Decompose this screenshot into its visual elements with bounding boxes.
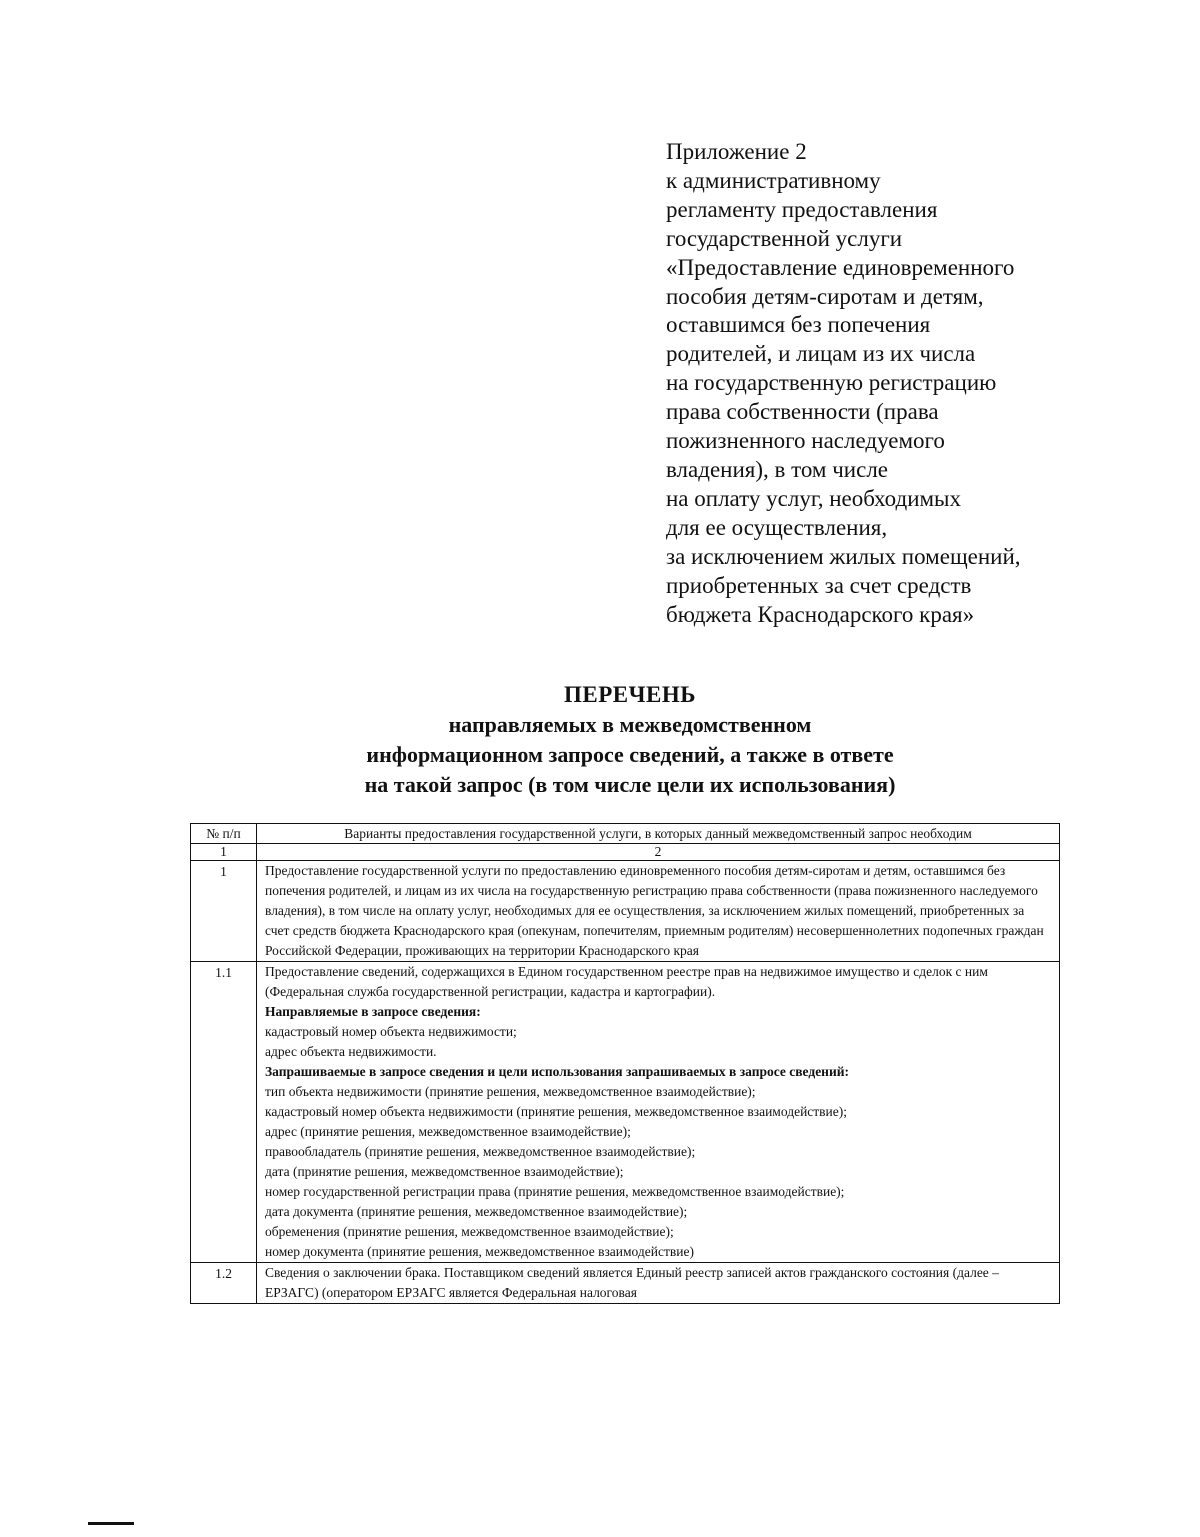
index-col-2: 2 xyxy=(257,844,1060,861)
appendix-line: права собственности (права xyxy=(666,399,939,425)
appendix-line: приобретенных за счет средств xyxy=(666,572,972,598)
document-subtitle xyxy=(230,710,1030,800)
appendix-line: за исключением жилых помещений, xyxy=(666,543,1021,569)
appendix-line: к административному xyxy=(666,167,881,193)
table-row xyxy=(191,962,1060,1263)
row-text-line: номер государственной регистрации права (принятие решения, межведомственное взаимодействие); xyxy=(265,1184,845,1199)
row-subheading: Запрашиваемые в запросе сведения и цели использования запрашиваемых в запросе сведений: xyxy=(265,1064,850,1079)
row-text-line: тип объекта недвижимости (принятие решения, межведомственное взаимодействие); xyxy=(265,1084,756,1099)
appendix-line: на оплату услуг, необходимых xyxy=(666,485,962,511)
row-content xyxy=(257,861,1060,962)
row-number: 1.1 xyxy=(191,962,257,1263)
row-text-line: Предоставление государственной услуги по предоставлению единовременного пособия детям-сиротам и детям, оставшимся без попечения родителей, и лицам из их числа на государственную регистрацию права собственности (права пожизненного наследуемого владения), в том числе на оплату услуг, необходимых для ее осуществления, за исключением жилых помещений, приобретенных за счет средств бюджета Краснодарского края (опекунам, попечителям, приемным родителям) несовершеннолетних подопечных граждан Российской Федерации, проживающих на территории Краснодарского края xyxy=(265,863,1044,958)
row-text-line: обременения (принятие решения, межведомственное взаимодействие); xyxy=(265,1224,674,1239)
row-text-line: Предоставление сведений, содержащихся в Едином государственном реестре прав на недвижимое имущество и сделок с ним (Федеральная служба государственной регистрации, кадастра и картографии). xyxy=(265,964,988,999)
header-text: Варианты предоставления государственной услуги, в которых данный межведомственный запрос необходим xyxy=(257,824,1060,844)
appendix-line: оставшимся без попечения xyxy=(666,312,931,338)
table-index-row xyxy=(191,844,1060,861)
appendix-line: для ее осуществления, xyxy=(666,514,888,540)
table-row xyxy=(191,861,1060,962)
row-subheading: Направляемые в запросе сведения: xyxy=(265,1004,481,1019)
appendix-line: регламенту предоставления xyxy=(666,196,938,222)
row-text-line: номер документа (принятие решения, межведомственное взаимодействие) xyxy=(265,1244,694,1259)
row-text-line: кадастровый номер объекта недвижимости; xyxy=(265,1024,517,1039)
subtitle-line: информационном запросе сведений, а также в ответе xyxy=(366,742,894,767)
document-title: ПЕРЕЧЕНЬ xyxy=(564,682,696,707)
table-row xyxy=(191,1263,1060,1304)
table-header-row xyxy=(191,824,1060,844)
row-content xyxy=(257,1263,1060,1304)
row-text-line: правообладатель (принятие решения, межведомственное взаимодействие); xyxy=(265,1144,696,1159)
row-text-line: дата документа (принятие решения, межведомственное взаимодействие); xyxy=(265,1204,688,1219)
subtitle-line: направляемых в межведомственном xyxy=(448,712,812,737)
requests-table xyxy=(190,823,1060,1304)
appendix-line: пособия детям-сиротам и детям, xyxy=(666,283,984,309)
header-num: № п/п xyxy=(191,824,257,844)
document-heading xyxy=(230,680,1030,800)
row-number: 1 xyxy=(191,861,257,962)
footer-line xyxy=(88,1522,134,1525)
appendix-line: государственной услуги xyxy=(666,225,903,251)
appendix-line: владения), в том числе xyxy=(666,456,889,482)
appendix-block xyxy=(666,138,1186,629)
appendix-line: на государственную регистрацию xyxy=(666,370,997,396)
row-text-line: дата (принятие решения, межведомственное взаимодействие); xyxy=(265,1164,624,1179)
row-number: 1.2 xyxy=(191,1263,257,1304)
row-text-line: Сведения о заключении брака. Поставщиком сведений является Единый реестр записей актов гражданского состояния (далее – ЕРЗАГС) (оператором ЕРЗАГС является Федеральная налоговая xyxy=(265,1265,999,1300)
index-col-1: 1 xyxy=(191,844,257,861)
appendix-line: родителей, и лицам из их числа xyxy=(666,341,976,367)
row-text-line: адрес (принятие решения, межведомственное взаимодействие); xyxy=(265,1124,631,1139)
row-content xyxy=(257,962,1060,1263)
appendix-line: Приложение 2 xyxy=(666,139,807,164)
appendix-line: «Предоставление единовременного xyxy=(666,254,1015,280)
appendix-line: пожизненного наследуемого xyxy=(666,428,945,454)
subtitle-line: на такой запрос (в том числе цели их использования) xyxy=(364,772,896,797)
row-text-line: кадастровый номер объекта недвижимости (принятие решения, межведомственное взаимодействие); xyxy=(265,1104,848,1119)
appendix-line: бюджета Краснодарского края» xyxy=(666,601,975,627)
row-text-line: адрес объекта недвижимости. xyxy=(265,1044,437,1059)
